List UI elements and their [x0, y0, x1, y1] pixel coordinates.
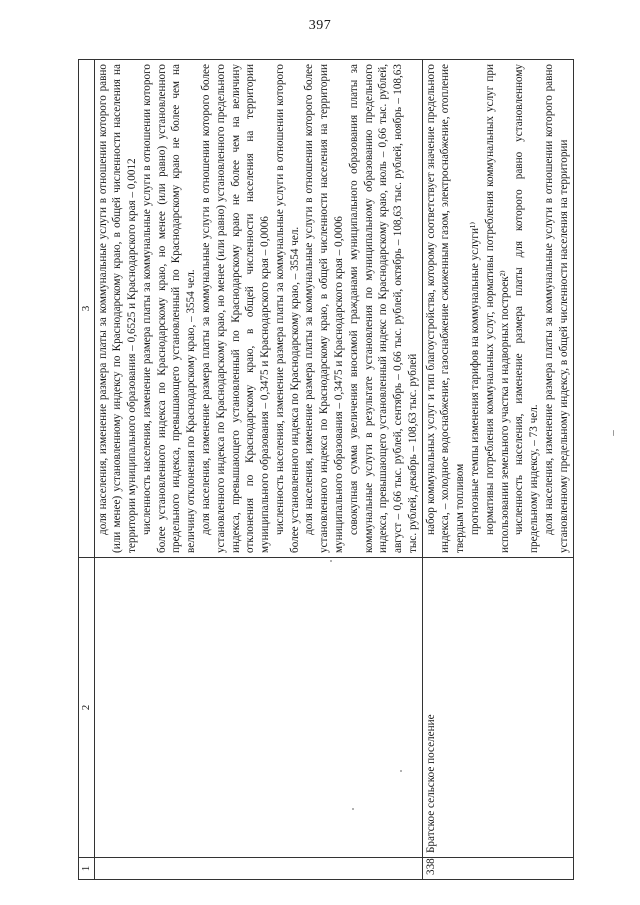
row-criteria-cell: [94, 60, 422, 558]
table-header-row: [79, 60, 95, 880]
rotated-table-wrapper: [78, 60, 573, 880]
criteria-paragraph: доля населения, изменение размера платы за коммунальные услуги в отношении которого равно установленному предельному индексу, в общей численности населения на территории: [542, 64, 570, 553]
criteria-paragraph: численность населения, изменение размера платы за коммунальные услуги в отношении которого более установленного индекса по Краснодарскому краю, но менее (или равно) установленного предельного индекса, превышающего установленный по Краснодарскому краю не более чем на величину отклонения по Краснодарскому краю, – 3554 чел.: [140, 64, 198, 553]
row-name-cell-empty: [94, 558, 422, 858]
criteria-paragraph: численность населения, изменение размера платы за коммунальные услуги в отношении которого более установленного индекса по Краснодарскому краю, – 3554 чел.: [273, 64, 301, 553]
criteria-paragraph: доля населения, изменение размера платы за коммунальные услуги в отношении которого более установленного индекса по Краснодарскому краю, в общей численности населения на территории муниципального образования – 0,3475 и Краснодарского края – 0,0006: [303, 64, 346, 553]
criteria-paragraph: нормативы потребления коммунальных услуг, нормативы потребления коммунальных услуг при использовании земельного участка и надворных построек²⁾: [483, 64, 511, 553]
row-number-cell: 338: [422, 858, 573, 880]
criteria-paragraph: доля населения, изменение размера платы за коммунальные услуги в отношении которого равно (или менее) установленному индексу по Краснодарскому краю, в общей численности населения на территории муниципального образования – 0,6525 и Краснодарского края – 0,0012: [96, 64, 139, 553]
document-table: [78, 59, 574, 880]
table-row-338: [422, 60, 573, 880]
table-row-continued: [94, 60, 422, 880]
header-col-3: 3: [79, 60, 95, 558]
scan-artifact: [330, 560, 332, 562]
header-col-1: 1: [79, 858, 95, 880]
criteria-paragraph: доля населения, изменение размера платы за коммунальные услуги в отношении которого более установленного индекса по Краснодарскому краю, но менее (или равно) установленного предельного индекса, превышающего установленный по Краснодарскому краю не более чем на величину отклонения по Краснодарскому краю, в общей численности населения на территории муниципального образования – 0,3475 и Краснодарского края – 0,0006: [199, 64, 272, 553]
scan-artifact: [613, 430, 614, 436]
criteria-paragraph: прогнозные темпы изменения тарифов на коммунальные услуги¹⁾: [469, 221, 482, 535]
row-number-cell-empty: [94, 858, 422, 880]
row-criteria-cell: [422, 60, 573, 558]
scan-artifact: [400, 770, 402, 772]
scan-artifact: [352, 808, 354, 810]
row-name-cell: Братское сельское поселение: [422, 558, 573, 858]
header-col-2: 2: [79, 558, 95, 858]
criteria-paragraph: численность населения, изменение размера платы для которого равно установленному предельному индексу, – 73 чел.: [513, 64, 541, 553]
criteria-paragraph: набор коммунальных услуг и тип благоустройства, которому соответствует значение предельного индекса, – холодное водоснабжение, газоснабжение сжиженным газом, электроснабжение, отопление твердым топливом: [424, 64, 467, 553]
page-number: 397: [308, 18, 332, 33]
criteria-paragraph: совокупная сумма увеличения вносимой гражданами муниципального образования платы за коммунальные услуги в результате установления по муниципальному образованию предельного индекса, превышающего установленный индекс по Краснодарскому краю, июль – 0,66 тыс. рублей, август – 0,66 тыс. рублей, сентябрь – 0,66 тыс. рублей, октябрь – 108,63 тыс. рублей, ноябрь – 108,63 тыс. рублей, декабрь – 108,63 тыс. рублей: [347, 64, 419, 553]
